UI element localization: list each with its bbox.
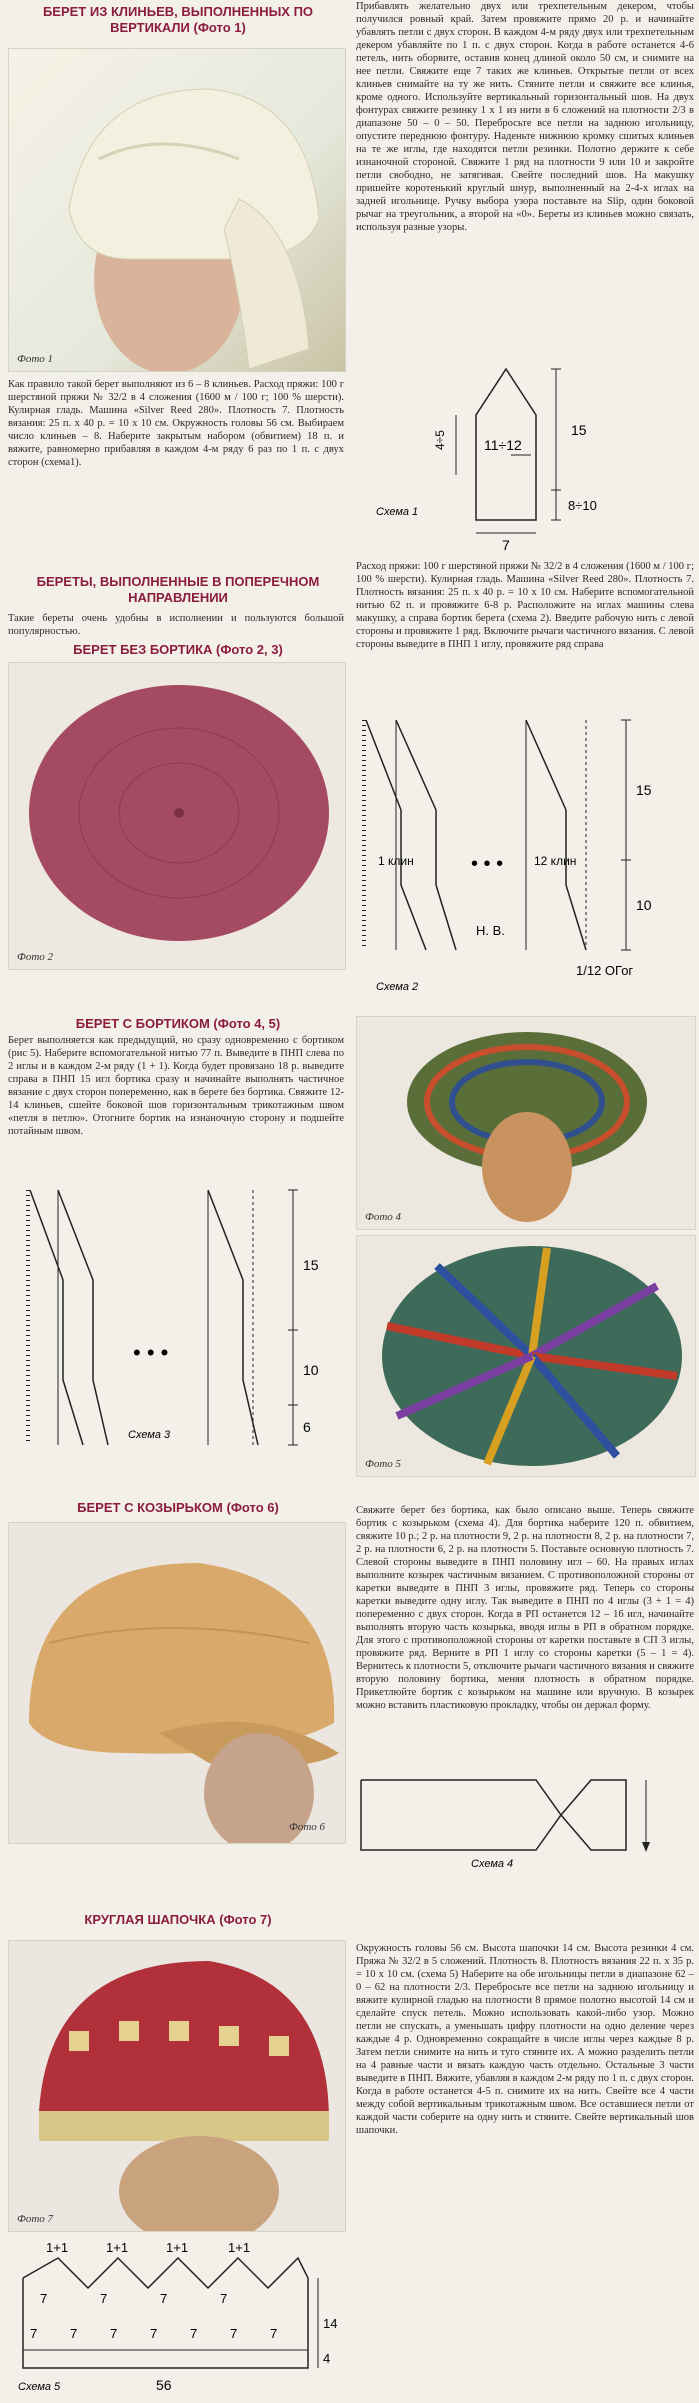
photo-2-caption: Фото 2	[17, 951, 54, 963]
schema-5-row-7: 7	[270, 2326, 278, 2341]
photo-7-illustration	[9, 1941, 345, 2231]
schema-2-wedge-1: 1 клин	[378, 854, 414, 868]
schema-5-dim-4: 4	[323, 2351, 331, 2366]
schema-5-row-3: 7	[110, 2326, 118, 2341]
schema-5-dim-14: 14	[323, 2316, 338, 2331]
schema-5-row-6: 7	[230, 2326, 238, 2341]
photo-5	[356, 1235, 696, 1477]
section4-subtitle: БЕРЕТ С КОЗЫРЬКОМ (Фото 6)	[77, 1500, 279, 1515]
svg-text:• • •: • • •	[133, 1340, 169, 1365]
photo-1-illustration	[9, 49, 345, 371]
photo-6-caption: Фото 6	[289, 1821, 326, 1833]
svg-text:• • •: • • •	[471, 853, 504, 875]
photo-7-caption: Фото 7	[17, 2213, 54, 2225]
photo-5-illustration	[357, 1236, 695, 1476]
schema-1-dim-15: 15	[571, 422, 587, 438]
schema-5-top-2: 1+1	[106, 2240, 129, 2255]
schema-3	[8, 1180, 348, 1470]
section2-intro: Такие береты очень удобны в исполнении и пользуются большой популярностью.	[8, 613, 344, 637]
schema-3-dim-10: 10	[303, 1362, 319, 1378]
schema-5-mid-1: 7	[40, 2291, 48, 2306]
section5-body: Окружность головы 56 см. Высота шапочки 14 см. Высота резинки 4 см. Пряжа № 32/2 в 5 сложений. Плотность 8. Плотность вязания 22 п. х 35 р. = 10 х 10 см. (схема 5) Наберите на обе игольницы петли в диапазоне 62 – 0 – 62 на плотности 2/3. Перебросьте все петли на заднюю игольницу и вяжите кулирной гладью на плотности 8 прямое полотно высотой 14 см и сделайте спуск петель. Можно использовать какой-либо узор. Можно петли не спускать, а уменьшать цифру плотности на одно деление через каждые 4 р. Одновременно сокращайте в числе иглы через каждые 8 р. Затем петли снимите на нить и туго стяните их. А можно разделить петли на 4 равные части и вязать каждую часть отдельно. Остальные 3 части выведите в ПНП. Вяжите, убавляя в каждом 2-м ряду по 1 п. с двух сторон. Когда в работе останется 4-5 п. снимите их на нить. Свейте все 4 части между собой вертикальным трикотажным швом. Все оставшиеся петли от каждой части соберите на одну нить и стяните. Свейте вертикальный шов шапочки.	[356, 1943, 694, 2136]
schema-1-dim-4-5: 4÷5	[433, 430, 447, 450]
section1-body-right: Прибавлять желательно двух или трехпетельным декером, чтобы получился ровный край. Затем провяжите прямо 20 р. и начинайте убавлять петли с двух сторон. В каждом 4-м ряду двух или трехпетельным декером убавляйте по 1 п. с двух сторон. Когда в работе останется 4-6 петель, нить оборвите, оставив конец длиной около 50 см, и снимите на нее петли. Свяжите еще 7 таких же клиньев. Открытые петли от всех клиньев снимайте на ту же нить. Стяните петли и свяжите все клинья, кроме одного. Используйте вертикальный горизонтальный шов. На двух фонтурах свяжите резинку 1 х 1 из нити в 6 сложений на плотности 2/3 в диапазоне 50 – 0 – 50. Перебросьте все петли на заднюю игольницу, опустите переднюю фонтуру. Наденьте нижнюю кромку сшитых клиньев на те же иглы, где находятся петли резинки. Полотно держите к себе изнаночной стороной. Свяжите 1 ряд на плотности 9 или 10 и закройте петли свободно, не затягивая. Свейте последний шов. На макушку пришейте коротенький круглый шнур, выполненный на 2-4-х иглах на задней игольнице. Ручку выбора узора поставьте на Slip, один боковой рычаг на треугольник, а второй на «0». Береты из клиньев можно связать, используя разные узоры.	[356, 1, 694, 233]
schema-2	[356, 700, 694, 1000]
schema-1-dim-11-12: 11÷12	[484, 437, 522, 453]
schema-5	[8, 2238, 348, 2398]
schema-5-mid-4: 7	[220, 2291, 228, 2306]
schema-1	[356, 355, 694, 555]
photo-1	[8, 48, 346, 372]
schema-5-label: Схема 5	[18, 2381, 61, 2393]
schema-1-dim-7: 7	[502, 537, 510, 553]
schema-4-label: Схема 4	[471, 1858, 514, 1870]
photo-6	[8, 1522, 346, 1844]
section2-title: БЕРЕТЫ, ВЫПОЛНЕННЫЕ В ПОПЕРЕЧНОМ НАПРАВЛЕНИИ	[36, 574, 320, 605]
schema-5-row-2: 7	[70, 2326, 78, 2341]
schema-2-label: Схема 2	[376, 981, 419, 993]
schema-3-label: Схема 3	[128, 1429, 171, 1441]
schema-5-dim-56: 56	[156, 2377, 172, 2393]
section1-title: БЕРЕТ ИЗ КЛИНЬЕВ, ВЫПОЛНЕННЫХ ПО ВЕРТИКАЛИ (Фото 1)	[42, 4, 314, 35]
schema-1-label: Схема 1	[376, 506, 419, 518]
photo-4	[356, 1016, 696, 1230]
section4-body: Свяжите берет без бортика, как было описано выше. Теперь свяжите бортик с козырьком (схема 4). Для бортика наберите 120 п. обвитием, свяжите 10 р.; 2 р. на плотности 9, 2 р. на плотности 8, 2 р. на плотности 7, 2 р. на плотности 6, 2 р. на плотности 5. Поставьте основную плотность 7. Слевой стороны выведите в ПНП половину игл – 60. На правых иглах выполните козырек частичным вязанием. С противоположной стороны от каретки выведите в ПНП 3 иглы, провяжите ряд. Теперь со стороны каретки выведите одну иглу. Так выведите в ПНП по 4 иглы (3 + 1 = 4) попеременно с двух сторон. Когда в РП останется 12 – 16 игл, начинайте выполнять вторую часть козырька, вводя иглы в РП в обратном порядке. Для этого с противоположной стороны от каретки поставьте в СП 3 иглы, провяжите ряд. Верните в РП 1 иглу со стороны каретки (5 – 1 = 4). Вернитесь к плотности 5, отключите рычаги частичного вязания и свяжите вторую половину бортика, меняя плотность в обратном порядке. Прикетлюйте бортик с козырьком на машине или вручную. В козырек можно вставить пластиковую прокладку, чтобы он держал форму.	[356, 1505, 694, 1711]
schema-2-nv: Н. В.	[476, 923, 505, 938]
section1-body-left: Как правило такой берет выполняют из 6 – 8 клиньев. Расход пряжи: 100 г шерстяной пряжи № 32/2 в 4 сложения (1600 м / 100 г; 100 % шерсти). Кулирная гладь. Машина «Silver Reed 280». Плотность 7. Плотность вязания: 25 п. х 40 р. = 10 х 10 см. Окружность головы 56 см. Выбираем число клиньев – 8. Наберите закрытым набором (обвитием) 18 п. и вяжите, равномерно прибавляя в каждом 4-м ряду 6 раз по 1 п. с двух сторон (схема1).	[8, 379, 344, 468]
section3-body: Берет выполняется как предыдущий, но сразу одновременно с бортиком (рис 5). Наберите вспомогательной нитью 77 п. Выведите в ПНП слева по 2 иглы и в каждом 2-м ряду (1 + 1). Когда будет провязано 18 р. выведите справа в ПНП 15 игл бортика сразу и начинайте выполнять частичное вязание с двух сторон попеременно, как в берете без бортика. Свяжите 12-14 клиньев, сшейте боковой шов горизонтальным трикотажным швом «петля в петлю». Отогните бортик на изнаночную сторону и подшейте потайным швом.	[8, 1035, 344, 1137]
schema-2-dim-15: 15	[636, 782, 652, 798]
photo-2-illustration	[9, 663, 345, 969]
schema-2-og: 1/12 ОГог	[576, 963, 634, 978]
photo-4-illustration	[357, 1017, 695, 1229]
schema-3-dim-6: 6	[303, 1419, 311, 1435]
schema-2-dim-10: 10	[636, 897, 652, 913]
photo-5-caption: Фото 5	[365, 1458, 402, 1470]
schema-4	[356, 1770, 694, 1870]
schema-3-dim-15: 15	[303, 1257, 319, 1273]
schema-5-top-3: 1+1	[166, 2240, 189, 2255]
section2-subtitle: БЕРЕТ БЕЗ БОРТИКА (Фото 2, 3)	[73, 642, 283, 657]
section5-subtitle: КРУГЛАЯ ШАПОЧКА (Фото 7)	[84, 1912, 272, 1927]
schema-5-mid-2: 7	[100, 2291, 108, 2306]
schema-1-dim-8-10: 8÷10	[568, 498, 597, 513]
section2-body-right: Расход пряжи: 100 г шерстяной пряжи № 32/2 в 4 сложения (1600 м / 100 г; 100 % шерсти). Кулирная гладь. Машина «Silver Reed 280». Плотность 7. Плотность вязания: 25 п. х 40 р. = 10 х 10 см. Наберите вспомогательной нитью 62 п. и провяжите 6-8 р. Расположите на иглах машины слева макушку, а справа бортик берета (схема 2). Введите рабочую нить с левой стороны и провяжите 1 ряд. Включите рычаги частичного вязания. С левой стороны выведите в ПНП 1 иглу, провяжите ряд справа	[356, 561, 694, 650]
photo-1-caption: Фото 1	[17, 353, 54, 365]
schema-5-row-1: 7	[30, 2326, 38, 2341]
schema-5-row-5: 7	[190, 2326, 198, 2341]
schema-5-mid-3: 7	[160, 2291, 168, 2306]
photo-6-illustration	[9, 1523, 345, 1843]
photo-2	[8, 662, 346, 970]
schema-2-wedge-12: 12 клин	[534, 854, 577, 868]
photo-4-caption: Фото 4	[365, 1211, 402, 1223]
schema-5-top-4: 1+1	[228, 2240, 251, 2255]
schema-5-top-1: 1+1	[46, 2240, 69, 2255]
photo-7	[8, 1940, 346, 2232]
schema-5-row-4: 7	[150, 2326, 158, 2341]
section3-subtitle: БЕРЕТ С БОРТИКОМ (Фото 4, 5)	[75, 1016, 281, 1031]
